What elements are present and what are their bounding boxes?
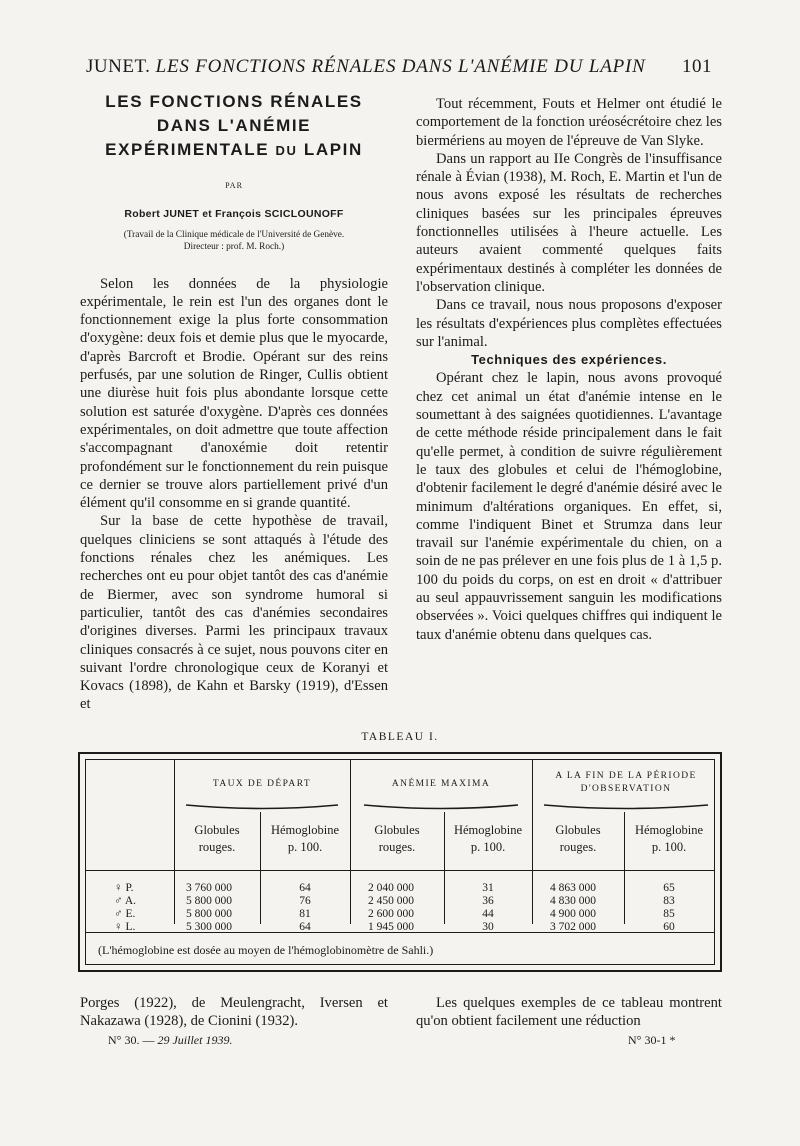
sub-head-text: Globules xyxy=(374,823,420,837)
table-rule xyxy=(86,870,714,871)
sub-head-hemoglobine xyxy=(260,822,350,856)
article-title-line1: LES FONCTIONS RÉNALES xyxy=(105,92,363,111)
cell-hemo-fin: 60 xyxy=(663,921,675,933)
left-paragraph-1: Selon les données de la physiologie expérimentale, le rein est l'un des organes dont le fonctionnement exige la plus forte consommation d'oxygène: deux fois et demie plus que le myocarde, d'après Barcroft et Brodie. Opérant sur des reins perfusés, par une solution de Ringer, Cullis obtient une diurèse huit fois plus abondante lorsque cette solution est saturée d'oxygène. D'après ces données expérimentales, on doit admettre que toute affection s'accompagnant d'anoxémie doit retentir profondément sur le fonctionnement du rein puisque ce dernier se trouve alors partiellement privé d'un élément qu'il consomme en si grande quantité. xyxy=(80,275,388,512)
issue-no: N° 30. — xyxy=(108,1033,155,1047)
cell-globules-fin: 4 863 000 xyxy=(550,882,596,894)
article-title-line2: DANS L'ANÉMIE xyxy=(156,116,312,135)
group-rule xyxy=(364,802,518,812)
left-column xyxy=(80,90,388,714)
page-number: 101 xyxy=(682,56,712,77)
right-column xyxy=(416,95,722,644)
sub-head-text: rouges. xyxy=(378,840,416,854)
running-head-author: JUNET. xyxy=(86,56,151,77)
group-rule xyxy=(544,802,708,812)
sub-head-globules xyxy=(174,822,260,856)
bottom-right-text xyxy=(416,994,722,1031)
cell-hemo-fin: 85 xyxy=(663,908,675,920)
group-rule xyxy=(186,802,338,812)
article-title xyxy=(80,90,388,163)
cell-globules-max: 2 040 000 xyxy=(368,882,414,894)
table-footnote: (L'hémoglobine est dosée au moyen de l'hémoglobinomètre de Sahli.) xyxy=(98,943,434,957)
data-table xyxy=(78,752,722,972)
right-paragraph-4: Opérant chez le lapin, nous avons provoqué chez cet animal un état d'anémie intense en le soumettant à des saignées quotidiennes. L'avantage de cette méthode réside principalement dans le fait qu'elle permet, à condition de suivre régulièrement le taux des globules et celui de l'hémoglobine, d'obtenir facilement le degré d'anémie désiré avec le minimum d'altérations organiques. En effet, si, comme l'indiquent Binet et Strumza dans leur travail sur l'anémie expérimentale du chien, on a soin de ne pas prélever en une fois plus de 1 à 1,5 p. 100 du poids du corps, on est en droit « d'attribuer au seul appauvrissement sanguin les modifications observées ». Voici quelques chiffres qui indiquent le taux d'anémie obtenu dans quelques cas. xyxy=(416,370,722,643)
cell-globules-depart: 5 800 000 xyxy=(186,908,232,920)
affiliation xyxy=(80,229,388,253)
bottom-left-paragraph: Porges (1922), de Meulengracht, Iversen et Nakazawa (1928), de Cionini (1932). xyxy=(80,995,388,1030)
cell-globules-fin: 4 830 000 xyxy=(550,895,596,907)
author-2: François SCICLOUNOFF xyxy=(215,208,344,221)
cell-hemo-max: 30 xyxy=(482,921,494,933)
cell-globules-max: 1 945 000 xyxy=(368,921,414,933)
cell-hemo-depart: 64 xyxy=(299,921,311,933)
right-paragraph-2: Dans un rapport au IIe Congrès de l'insuffisance rénale à Évian (1938), M. Roch, E. Martin et l'un de nous avons exposé les résultats de recherches cliniques basées sur les principales épreuves fonctionnelles utilisées à l'heure actuelle. Les auteurs avaient commenté quelques faits expérimentaux destinés à compléter les données de l'observation clinique. xyxy=(416,150,722,295)
issue-number-right: N° 30-1 * xyxy=(628,1033,676,1047)
article-title-line3 xyxy=(80,138,388,163)
row-label: ♀ L. xyxy=(114,921,136,933)
author-1: Robert JUNET xyxy=(124,208,200,221)
cell-hemo-max: 44 xyxy=(482,908,494,920)
table-inner-frame xyxy=(85,759,715,965)
cell-globules-max: 2 450 000 xyxy=(368,895,414,907)
cell-globules-depart: 5 300 000 xyxy=(186,921,232,933)
sub-head-text: p. 100. xyxy=(287,840,323,854)
issue-number-left xyxy=(108,1033,232,1048)
affiliation-line2: Directeur : prof. M. Roch.) xyxy=(183,241,285,252)
cell-hemo-max: 31 xyxy=(482,882,494,894)
article-title-line3-end: LAPIN xyxy=(303,140,363,159)
bottom-right-paragraph: Les quelques exemples de ce tableau montrent qu'on obtient facilement une réduction xyxy=(416,995,722,1030)
cell-hemo-depart: 81 xyxy=(299,908,311,920)
byline-par: PAR xyxy=(225,181,243,190)
group-head-anemie: ANÉMIE MAXIMA xyxy=(391,779,491,789)
left-paragraph-2: Sur la base de cette hypothèse de travail, quelques cliniciens se sont attaqués à l'étude des fonctions rénales chez les anémiques. Les recherches ont eu pour objet tantôt des cas d'anémie de Biermer, avec son syndrome humoral si particulier, tantôt des cas d'anémies secondaires d'origines diverses. Parmi les principaux travaux cliniques consacrés à ce sujet, nous pouvons citer en suivant l'ordre chronologique ceux de Koranyi et Kovacs (1898), de Kahn et Barsky (1919), d'Essen et xyxy=(80,513,388,713)
article-title-line3-main: EXPÉRIMENTALE xyxy=(105,140,270,159)
cell-hemo-max: 36 xyxy=(482,895,494,907)
sub-head-text: rouges. xyxy=(559,840,597,854)
row-label: ♀ P. xyxy=(114,882,134,894)
table-caption: TABLEAU I. xyxy=(361,731,439,743)
article-title-du: DU xyxy=(275,143,298,158)
cell-globules-fin: 3 702 000 xyxy=(550,921,596,933)
running-head-title: LES FONCTIONS RÉNALES DANS L'ANÉMIE DU LAPIN xyxy=(155,56,646,77)
authors-line xyxy=(80,205,388,224)
right-paragraph-3: Dans ce travail, nous nous proposons d'exposer les résultats d'expériences plus complètes effectuées sur l'animal. xyxy=(416,297,722,350)
cell-hemo-fin: 65 xyxy=(663,882,675,894)
sub-head-globules xyxy=(350,822,444,856)
sub-head-text: Globules xyxy=(194,823,240,837)
cell-globules-max: 2 600 000 xyxy=(368,908,414,920)
sub-head-text: Globules xyxy=(555,823,601,837)
sub-head-globules xyxy=(532,822,624,856)
cell-hemo-depart: 64 xyxy=(299,882,311,894)
row-label: ♂ A. xyxy=(114,895,137,907)
sub-head-hemoglobine xyxy=(624,822,714,856)
section-heading: Techniques des expériences. xyxy=(471,352,667,368)
author-conjunction: et xyxy=(202,209,212,221)
group-head-fin: A LA FIN DE LA PÉRIODE D'OBSERVATION xyxy=(555,771,697,794)
affiliation-line1: (Travail de la Clinique médicale de l'Université de Genève. xyxy=(123,229,345,240)
bottom-left-text xyxy=(80,994,388,1031)
sub-head-text: Hémoglobine xyxy=(453,823,523,837)
sub-head-hemoglobine xyxy=(444,822,532,856)
group-head-depart: TAUX DE DÉPART xyxy=(212,779,312,789)
sub-head-text: rouges. xyxy=(198,840,236,854)
cell-hemo-fin: 83 xyxy=(663,895,675,907)
cell-globules-depart: 3 760 000 xyxy=(186,882,232,894)
row-label: ♂ E. xyxy=(114,908,136,920)
cell-globules-depart: 5 800 000 xyxy=(186,895,232,907)
sub-head-text: Hémoglobine xyxy=(634,823,704,837)
issue-date: 29 Juillet 1939. xyxy=(157,1033,233,1047)
sub-head-text: p. 100. xyxy=(651,840,687,854)
cell-hemo-depart: 76 xyxy=(299,895,311,907)
cell-globules-fin: 4 900 000 xyxy=(550,908,596,920)
sub-head-text: p. 100. xyxy=(470,840,506,854)
sub-head-text: Hémoglobine xyxy=(270,823,340,837)
right-paragraph-1: Tout récemment, Fouts et Helmer ont étudié le comportement de la fonction uréosécrétoire chez les biermériens au moyen de l'épreuve de Van Slyke. xyxy=(416,96,722,149)
running-head xyxy=(86,56,712,78)
